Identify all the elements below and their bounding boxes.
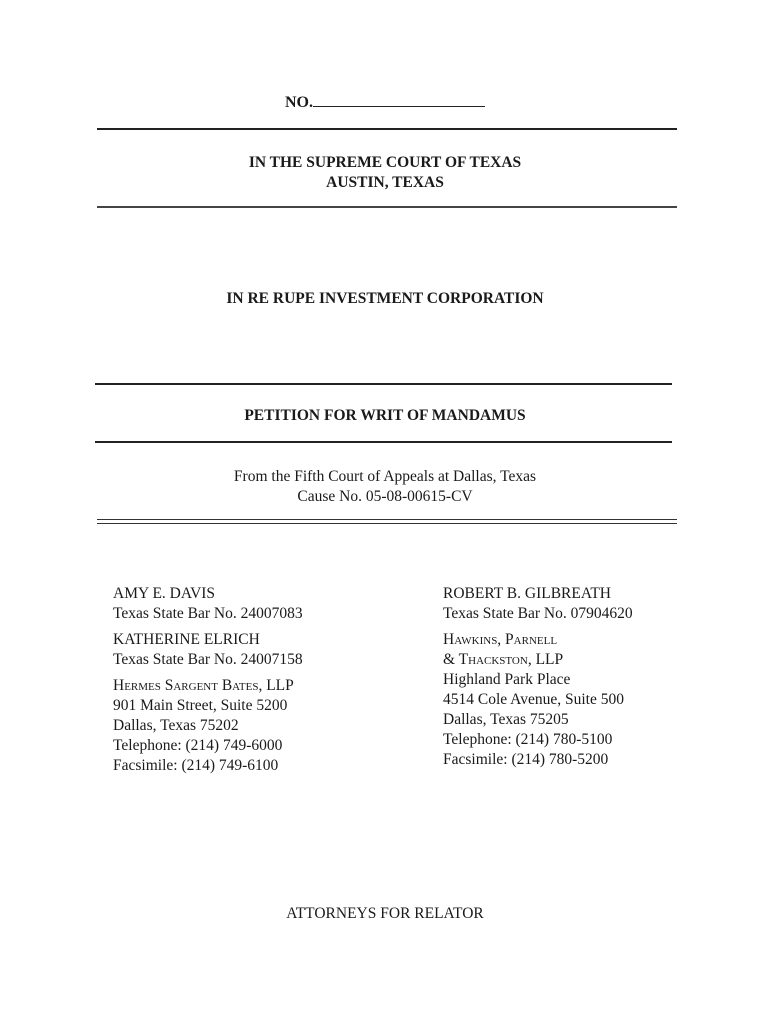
attorneys-role: ATTORNEYS FOR RELATOR	[286, 905, 484, 922]
case-number	[285, 92, 485, 112]
court-heading	[0, 153, 770, 193]
left-facsimile: Facsimile: (214) 749-6100	[113, 757, 279, 774]
attorneys-left	[113, 584, 303, 776]
left-address2: Dallas, Texas 75202	[113, 717, 239, 734]
origin-cause: Cause No. 05-08-00615-CV	[297, 488, 473, 505]
rule-doc-bottom	[95, 441, 672, 443]
right-address3: Dallas, Texas 75205	[443, 711, 569, 728]
attorneys-right	[443, 584, 633, 770]
left-firm: Hermes Sargent Bates, LLP	[113, 677, 294, 694]
left-address1: 901 Main Street, Suite 5200	[113, 697, 288, 714]
right-firm-line2: & Thackston, LLP	[443, 651, 564, 668]
left-attorney2-bar: Texas State Bar No. 24007158	[113, 651, 303, 668]
court-location: AUSTIN, TEXAS	[326, 174, 444, 191]
origin-court: From the Fifth Court of Appeals at Dallas, Texas	[233, 468, 537, 485]
right-telephone: Telephone: (214) 780-5100	[443, 731, 613, 748]
right-attorney1-name: ROBERT B. GILBREATH	[443, 585, 612, 602]
rule-doc-top	[95, 383, 672, 385]
case-title: IN RE RUPE INVESTMENT CORPORATION	[226, 290, 544, 307]
left-attorney1-name: AMY E. DAVIS	[113, 585, 216, 602]
left-attorney1-bar: Texas State Bar No. 24007083	[113, 605, 303, 622]
case-number-blank	[313, 92, 485, 107]
rule-origin	[97, 519, 677, 524]
origin-block	[0, 467, 770, 507]
right-firm-line1: Hawkins, Parnell	[443, 631, 558, 648]
right-address1: Highland Park Place	[443, 671, 571, 688]
right-address2: 4514 Cole Avenue, Suite 500	[443, 691, 624, 708]
document-type: PETITION FOR WRIT OF MANDAMUS	[244, 407, 526, 424]
court-name: IN THE SUPREME COURT OF TEXAS	[248, 154, 522, 171]
rule-court	[97, 206, 677, 208]
right-attorney1-bar: Texas State Bar No. 07904620	[443, 605, 633, 622]
case-number-label: NO.	[285, 94, 313, 111]
left-telephone: Telephone: (214) 749-6000	[113, 737, 283, 754]
right-facsimile: Facsimile: (214) 780-5200	[443, 751, 609, 768]
left-attorney2-name: KATHERINE ELRICH	[113, 631, 260, 648]
rule-top	[97, 128, 677, 130]
